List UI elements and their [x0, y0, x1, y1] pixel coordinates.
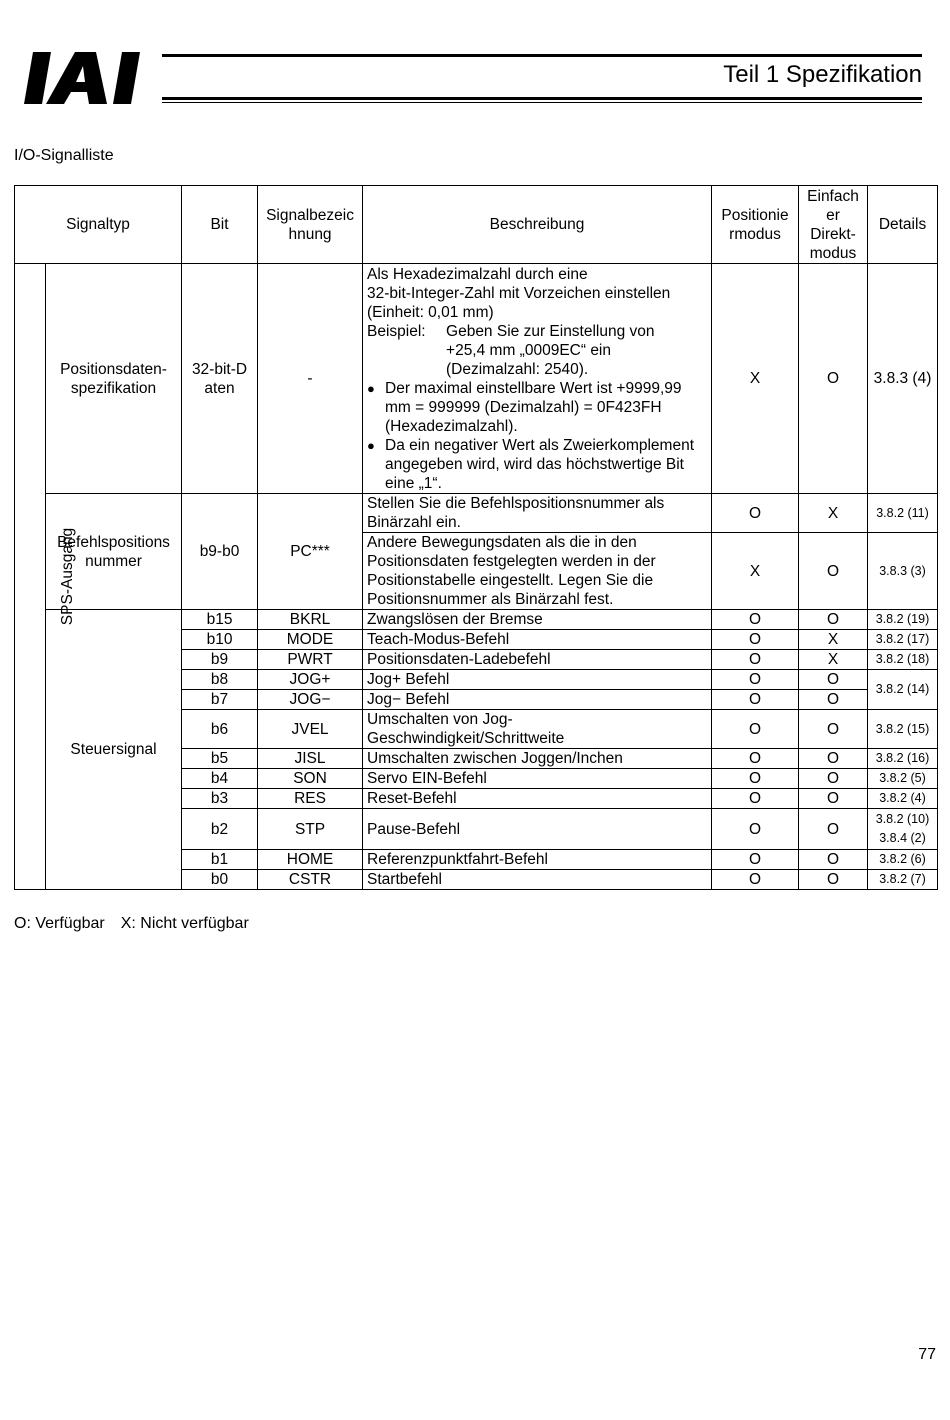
header-rule-bottom-thin — [162, 102, 922, 103]
description-cell: Positionsdaten-Ladebefehl — [363, 650, 712, 670]
bit-cell: b5 — [182, 749, 258, 769]
description-cell: Jog+ Befehl — [363, 670, 712, 690]
bullet-list — [367, 379, 707, 493]
details-cell: 3.8.2 (5) — [868, 769, 938, 789]
details-line: 3.8.4 (2) — [879, 831, 926, 845]
header-signaltyp: Signaltyp — [15, 186, 182, 264]
details-cell: 3.8.2 (14) — [868, 670, 938, 710]
description-cell: Referenzpunktfahrt-Befehl — [363, 850, 712, 870]
signal-name-cell: MODE — [258, 630, 363, 650]
bit-cell: b9 — [182, 650, 258, 670]
bit-cell: b0 — [182, 870, 258, 890]
details-cell: 3.8.2 (18) — [868, 650, 938, 670]
desc-line: (Einheit: 0,01 mm) — [367, 303, 494, 321]
section-title: I/O-Signalliste — [14, 147, 114, 164]
direct-mode-cell: O — [799, 769, 868, 789]
description-cell: Umschalten zwischen Joggen/Inchen — [363, 749, 712, 769]
pos-mode-cell: O — [712, 710, 799, 749]
header-rule-top — [162, 54, 922, 57]
description-befehl-2: Andere Bewegungsdaten als die in den Positionsdaten festgelegten werden in der Positionstabelle eingestellt. Legen Sie die Positionsnummer als Binärzahl fest. — [363, 533, 712, 610]
description-befehl-1: Stellen Sie die Befehlspositionsnummer als Binärzahl ein. — [363, 494, 712, 533]
signal-name-cell: JVEL — [258, 710, 363, 749]
example-text: +25,4 mm „0009EC“ ein — [446, 341, 611, 359]
bit-cell: b15 — [182, 610, 258, 630]
direct-mode-cell: X — [799, 650, 868, 670]
pos-mode-cell: O — [712, 850, 799, 870]
direct-mode-cell: O — [799, 749, 868, 769]
bullet-item: ● Da ein negativer Wert als Zweierkomplement angegeben wird, wird das höchstwertige Bit eine „1“. — [367, 436, 707, 493]
header-signalbezeichnung: Signalbezeic hnung — [258, 186, 363, 264]
signal-name-cell: HOME — [258, 850, 363, 870]
page-number: 77 — [918, 1346, 936, 1363]
signal-name-cell: CSTR — [258, 870, 363, 890]
details-cell: 3.8.2 (7) — [868, 870, 938, 890]
example-text: (Dezimalzahl: 2540). — [446, 360, 589, 378]
header-rule-bottom — [162, 97, 922, 100]
group-label-text: SPS-Ausgang — [59, 527, 77, 626]
pos-mode-cell: O — [712, 789, 799, 809]
direct-mode-cell: O — [799, 850, 868, 870]
direct-mode-befehl-1: X — [799, 494, 868, 533]
pos-mode-posdaten: X — [712, 264, 799, 494]
details-befehl-2: 3.8.3 (3) — [868, 533, 938, 610]
desc-line: 32-bit-Integer-Zahl mit Vorzeichen einstellen — [367, 284, 671, 302]
signal-name-cell: JOG− — [258, 690, 363, 710]
table-row — [15, 494, 938, 533]
bit-cell: b1 — [182, 850, 258, 870]
direct-mode-cell: O — [799, 809, 868, 850]
pos-mode-cell: O — [712, 630, 799, 650]
iai-logo — [24, 52, 164, 104]
details-cell: 3.8.2 (17) — [868, 630, 938, 650]
bit-cell: b6 — [182, 710, 258, 749]
table-row — [15, 264, 938, 494]
bit-posdaten: 32-bit-D aten — [182, 264, 258, 494]
header-positioniermodus: Positionie rmodus — [712, 186, 799, 264]
signal-name-cell: SON — [258, 769, 363, 789]
details-cell — [868, 809, 938, 850]
io-signal-table — [14, 185, 938, 890]
details-befehl-1: 3.8.2 (11) — [868, 494, 938, 533]
page-title: Teil 1 Spezifikation — [723, 61, 922, 88]
description-cell: Pause-Befehl — [363, 809, 712, 850]
details-cell: 3.8.2 (15) — [868, 710, 938, 749]
signal-type-steuersignal: Steuersignal — [46, 610, 182, 890]
details-cell: 3.8.2 (4) — [868, 789, 938, 809]
details-cell: 3.8.2 (6) — [868, 850, 938, 870]
description-cell: Jog− Befehl — [363, 690, 712, 710]
description-cell: Startbefehl — [363, 870, 712, 890]
signal-name-posdaten: - — [258, 264, 363, 494]
pos-mode-cell: O — [712, 610, 799, 630]
signal-name-cell: RES — [258, 789, 363, 809]
example-block — [367, 322, 707, 341]
description-posdaten — [363, 264, 712, 494]
header-details: Details — [868, 186, 938, 264]
bit-cell: b10 — [182, 630, 258, 650]
signal-name-cell: JISL — [258, 749, 363, 769]
description-cell: Zwangslösen der Bremse — [363, 610, 712, 630]
details-cell: 3.8.2 (19) — [868, 610, 938, 630]
table-row — [15, 610, 938, 630]
signal-name-befehl: PC*** — [258, 494, 363, 610]
signal-name-cell: STP — [258, 809, 363, 850]
pos-mode-befehl-2: X — [712, 533, 799, 610]
example-text: Geben Sie zur Einstellung von — [446, 322, 655, 340]
direct-mode-cell: O — [799, 690, 868, 710]
direct-mode-befehl-2: O — [799, 533, 868, 610]
pos-mode-cell: O — [712, 870, 799, 890]
direct-mode-cell: O — [799, 789, 868, 809]
description-cell: Umschalten von Jog-Geschwindigkeit/Schrittweite — [363, 710, 712, 749]
group-label-sps-ausgang — [15, 264, 77, 890]
desc-line: Als Hexadezimalzahl durch eine — [367, 265, 588, 283]
details-cell: 3.8.2 (16) — [868, 749, 938, 769]
header-bit: Bit — [182, 186, 258, 264]
legend: O: Verfügbar X: Nicht verfügbar — [14, 915, 249, 932]
details-line: 3.8.2 (10) — [875, 812, 930, 826]
pos-mode-cell: O — [712, 690, 799, 710]
signal-name-cell: JOG+ — [258, 670, 363, 690]
direct-mode-cell: O — [799, 610, 868, 630]
table-header-row — [15, 186, 938, 264]
description-cell: Reset-Befehl — [363, 789, 712, 809]
direct-mode-posdaten: O — [799, 264, 868, 494]
bullet-item: ● Der maximal einstellbare Wert ist +9999,99 mm = 999999 (Dezimalzahl) = 0F423FH (Hexadezimalzahl). — [367, 379, 707, 436]
pos-mode-cell: O — [712, 809, 799, 850]
direct-mode-cell: O — [799, 670, 868, 690]
details-posdaten: 3.8.3 (4) — [868, 264, 938, 494]
bit-befehl: b9-b0 — [182, 494, 258, 610]
header-einfacher-direktmodus: Einfach er Direkt- modus — [799, 186, 868, 264]
signal-name-cell: PWRT — [258, 650, 363, 670]
pos-mode-cell: O — [712, 749, 799, 769]
pos-mode-befehl-1: O — [712, 494, 799, 533]
direct-mode-cell: O — [799, 710, 868, 749]
signal-type-posdaten: Positionsdaten-spezifikation — [46, 264, 182, 494]
pos-mode-cell: O — [712, 650, 799, 670]
example-label: Beispiel: — [367, 322, 426, 340]
description-cell: Teach-Modus-Befehl — [363, 630, 712, 650]
pos-mode-cell: O — [712, 670, 799, 690]
bit-cell: b4 — [182, 769, 258, 789]
bit-cell: b8 — [182, 670, 258, 690]
header-beschreibung: Beschreibung — [363, 186, 712, 264]
pos-mode-cell: O — [712, 769, 799, 789]
bit-cell: b3 — [182, 789, 258, 809]
signal-name-cell: BKRL — [258, 610, 363, 630]
direct-mode-cell: X — [799, 630, 868, 650]
bit-cell: b7 — [182, 690, 258, 710]
bit-cell: b2 — [182, 809, 258, 850]
signal-type-befehl: Befehlspositions nummer — [46, 494, 182, 610]
description-cell: Servo EIN-Befehl — [363, 769, 712, 789]
direct-mode-cell: O — [799, 870, 868, 890]
